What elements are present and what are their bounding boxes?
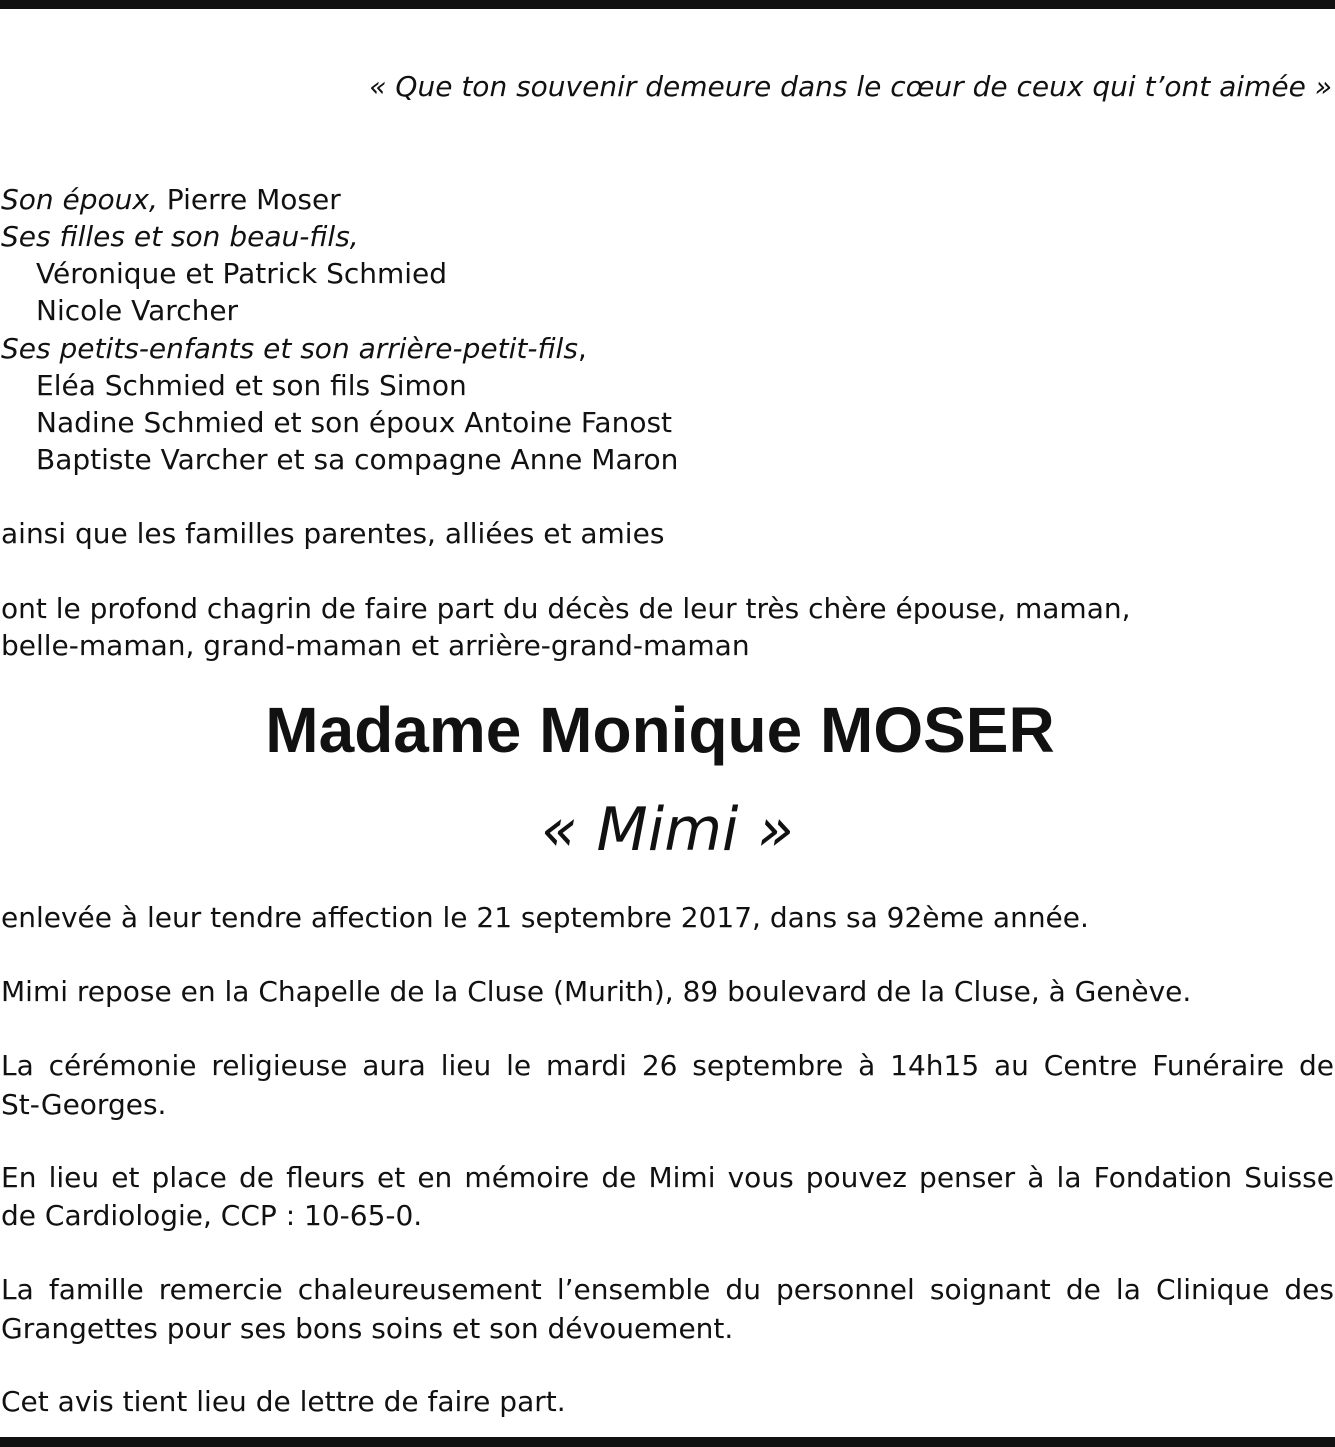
grandchildren-label-suffix: , xyxy=(577,332,587,365)
grandchildren-line xyxy=(1,330,587,368)
thanks-line-2: Grangettes pour ses bons soins et son dévouement. xyxy=(1,1312,734,1345)
spouse-name: Pierre Moser xyxy=(157,183,341,216)
closing-line: Cet avis tient lieu de lettre de faire part. xyxy=(1,1385,566,1418)
epigraph: « Que ton souvenir demeure dans le cœur de ceux qui t’ont aimée » xyxy=(369,70,1332,103)
relatives-line: ainsi que les familles parentes, alliées et amies xyxy=(1,517,665,550)
announcement-line-1: ont le profond chagrin de faire part du décès de leur très chère épouse, maman, xyxy=(1,592,1131,625)
donation-line-1: En lieu et place de fleurs et en mémoire de Mimi vous pouvez penser à la Fondation Suisse xyxy=(1,1161,1334,1194)
daughters-label: Ses filles et son beau-fils, xyxy=(1,220,359,253)
bottom-rule xyxy=(0,1437,1335,1447)
rest-line: Mimi repose en la Chapelle de la Cluse (Murith), 89 boulevard de la Cluse, à Genève. xyxy=(1,975,1192,1008)
spouse-label: Son époux, xyxy=(1,183,158,216)
deceased-nickname: « Mimi » xyxy=(541,795,794,864)
donation-line-2: de Cardiologie, CCP : 10-65-0. xyxy=(1,1199,423,1232)
announcement-line-2: belle-maman, grand-maman et arrière-grand-maman xyxy=(1,629,750,662)
ceremony-line-1: La cérémonie religieuse aura lieu le mardi 26 septembre à 14h15 au Centre Funéraire de xyxy=(1,1049,1334,1082)
grandchildren-label: Ses petits-enfants et son arrière-petit-fils xyxy=(1,332,578,365)
grandchild-entry: Nadine Schmied et son époux Antoine Fanost xyxy=(36,406,673,439)
daughter-entry: Nicole Varcher xyxy=(36,294,239,327)
grandchild-entry: Eléa Schmied et son fils Simon xyxy=(36,369,467,402)
thanks-line-1: La famille remercie chaleureusement l’ensemble du personnel soignant de la Clinique des xyxy=(1,1273,1334,1306)
top-rule xyxy=(0,0,1335,9)
ceremony-line-2: St-Georges. xyxy=(1,1088,167,1121)
deceased-name: Madame Monique MOSER xyxy=(265,694,1055,766)
daughter-entry: Véronique et Patrick Schmied xyxy=(36,257,448,290)
passing-line: enlevée à leur tendre affection le 21 septembre 2017, dans sa 92ème année. xyxy=(1,901,1089,934)
grandchild-entry: Baptiste Varcher et sa compagne Anne Maron xyxy=(36,443,679,476)
spouse-line xyxy=(1,181,341,219)
